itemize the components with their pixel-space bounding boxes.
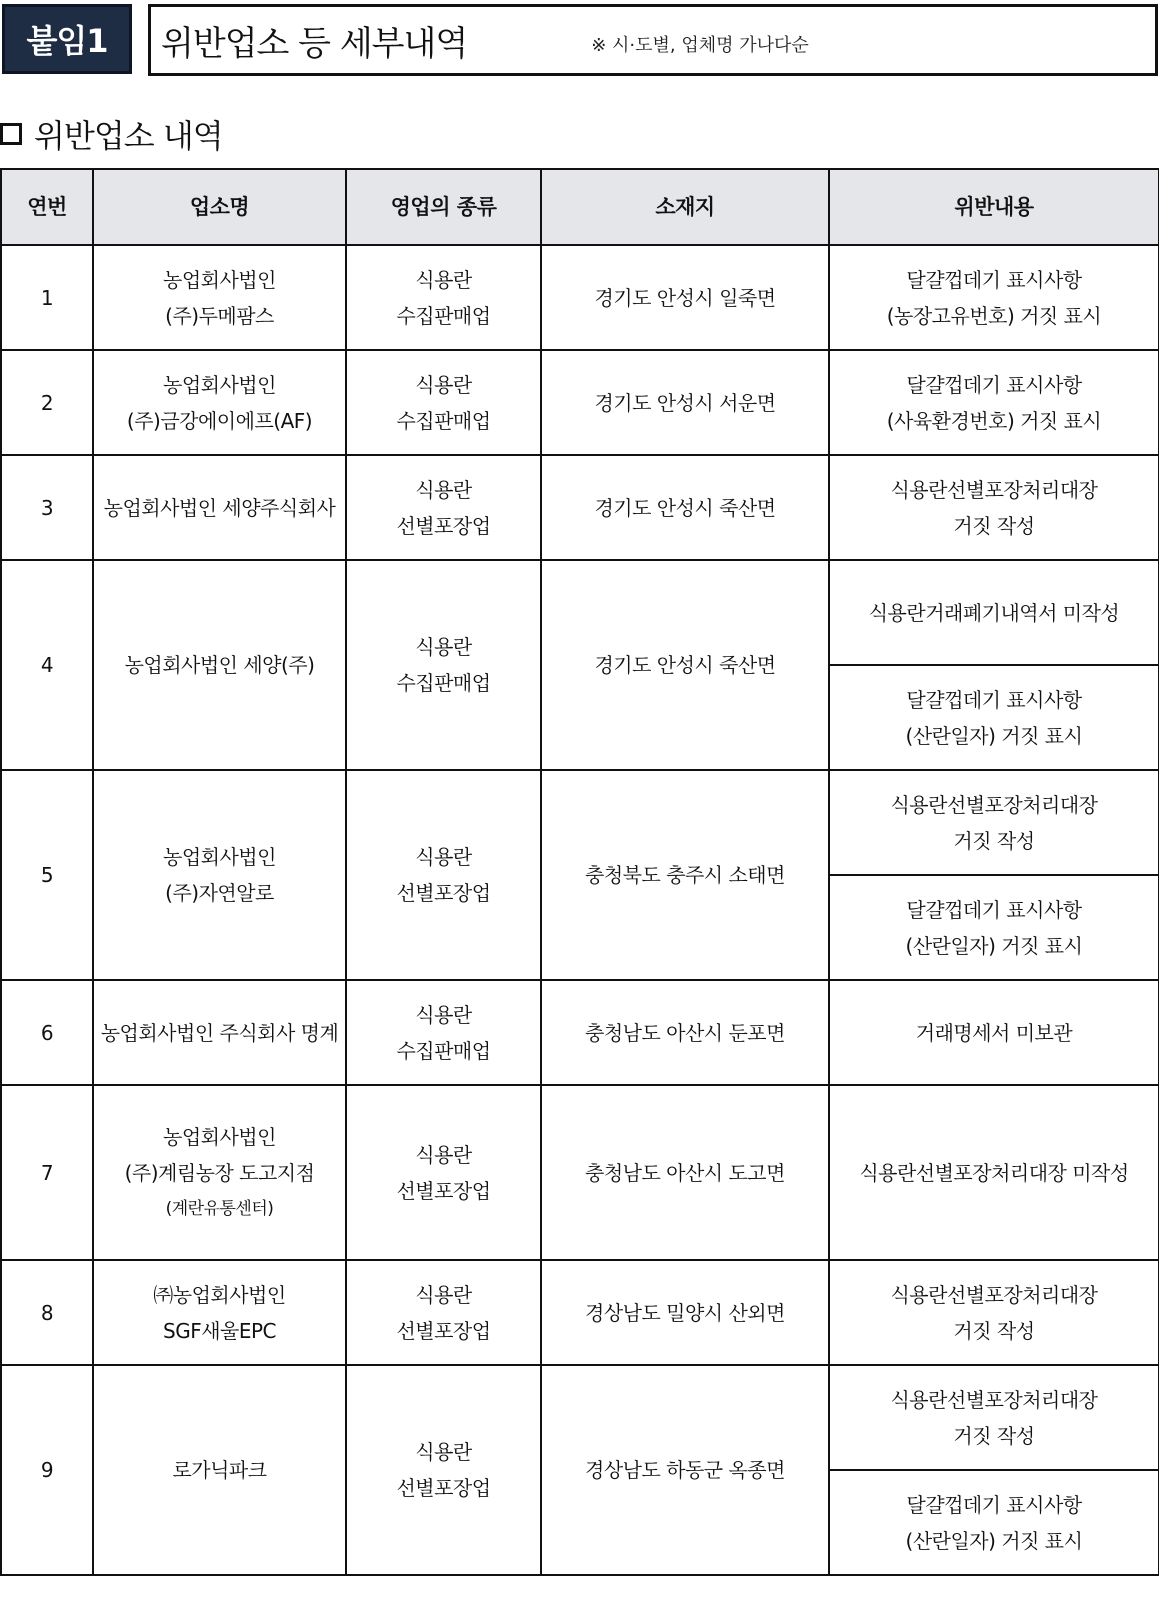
column-header-type: 영업의 종류 bbox=[346, 169, 541, 245]
violation-content bbox=[829, 560, 1159, 665]
violation-line: 거짓 작성 bbox=[953, 513, 1035, 538]
violation-line: (산란일자) 거짓 표시 bbox=[905, 933, 1083, 958]
violation-content bbox=[829, 1470, 1159, 1575]
row-number: 1 bbox=[1, 245, 93, 350]
row-number: 3 bbox=[1, 455, 93, 560]
business-name-line: (계란유통센터) bbox=[165, 1198, 274, 1219]
table-row bbox=[1, 245, 1159, 350]
violations-table bbox=[0, 168, 1159, 1576]
table-row bbox=[1, 1260, 1159, 1365]
business-type-line: 선별포장업 bbox=[396, 1476, 491, 1500]
business-type bbox=[346, 455, 541, 560]
business-type-line: 식용란 bbox=[415, 1002, 472, 1027]
section-title: 위반업소 내역 bbox=[34, 117, 223, 155]
violation-content bbox=[829, 770, 1159, 875]
violation-line: 달걀껍데기 표시사항 bbox=[906, 687, 1082, 712]
violation-line: 거래명세서 미보관 bbox=[915, 1020, 1073, 1045]
title-box bbox=[148, 4, 1158, 76]
row-number: 7 bbox=[1, 1085, 93, 1260]
business-name bbox=[93, 980, 346, 1085]
violation-line: 식용란거래폐기내역서 미작성 bbox=[868, 600, 1120, 625]
violation-line: 달걀껍데기 표시사항 bbox=[906, 897, 1082, 922]
business-name-line: 농업회사법인 주식회사 명계 bbox=[100, 1020, 339, 1045]
business-name-line: (주)계림농장 도고지점 bbox=[124, 1160, 315, 1185]
business-name bbox=[93, 1365, 346, 1575]
business-name-line: 농업회사법인 세양(주) bbox=[124, 653, 315, 677]
business-type-line: 선별포장업 bbox=[396, 1318, 491, 1343]
business-name-line: 로가닉파크 bbox=[172, 1458, 267, 1482]
table-row bbox=[1, 560, 1159, 665]
row-number: 6 bbox=[1, 980, 93, 1085]
attachment-badge: 붙임1 bbox=[2, 4, 132, 74]
violation-line: (산란일자) 거짓 표시 bbox=[905, 723, 1083, 748]
business-type-line: 식용란 bbox=[415, 1282, 472, 1307]
business-name bbox=[93, 245, 346, 350]
violation-content bbox=[829, 665, 1159, 770]
business-type-line: 식용란 bbox=[415, 267, 472, 292]
business-type bbox=[346, 560, 541, 770]
business-name-line: (주)자연알로 bbox=[165, 881, 274, 905]
violation-line: 달걀껍데기 표시사항 bbox=[906, 1492, 1082, 1517]
business-location: 경기도 안성시 죽산면 bbox=[541, 560, 829, 770]
business-type-line: 식용란 bbox=[415, 1142, 472, 1167]
violation-content bbox=[829, 350, 1159, 455]
business-name bbox=[93, 560, 346, 770]
business-location: 충청남도 아산시 둔포면 bbox=[541, 980, 829, 1085]
business-name-line: 농업회사법인 bbox=[163, 845, 276, 869]
business-type bbox=[346, 245, 541, 350]
business-name-line: (주)금강에이에프(AF) bbox=[126, 408, 313, 433]
table-header-row bbox=[1, 169, 1159, 245]
business-type bbox=[346, 770, 541, 980]
column-header-location: 소재지 bbox=[541, 169, 829, 245]
business-location: 경상남도 하동군 옥종면 bbox=[541, 1365, 829, 1575]
business-name bbox=[93, 1260, 346, 1365]
violation-line: (농장고유번호) 거짓 표시 bbox=[886, 303, 1102, 328]
business-type bbox=[346, 350, 541, 455]
column-header-violation: 위반내용 bbox=[829, 169, 1159, 245]
business-location: 경상남도 밀양시 산외면 bbox=[541, 1260, 829, 1365]
violation-content bbox=[829, 245, 1159, 350]
violation-line: 거짓 작성 bbox=[953, 828, 1035, 853]
business-type-line: 수집판매업 bbox=[396, 671, 491, 695]
violation-content bbox=[829, 980, 1159, 1085]
business-name-line: 농업회사법인 세양주식회사 bbox=[103, 495, 336, 520]
business-type-line: 선별포장업 bbox=[396, 1178, 491, 1203]
violation-content bbox=[829, 1085, 1159, 1260]
violation-content bbox=[829, 875, 1159, 980]
violation-line: 식용란선별포장처리대장 bbox=[890, 792, 1098, 817]
business-name bbox=[93, 1085, 346, 1260]
business-type-line: 식용란 bbox=[415, 845, 472, 869]
section-heading bbox=[0, 112, 223, 156]
violation-line: 달걀껍데기 표시사항 bbox=[906, 372, 1082, 397]
business-type-line: 식용란 bbox=[415, 635, 472, 659]
business-type bbox=[346, 1365, 541, 1575]
violation-line: 거짓 작성 bbox=[953, 1318, 1035, 1343]
violation-line: 식용란선별포장처리대장 미작성 bbox=[859, 1160, 1129, 1185]
business-name-line: SGF새울EPC bbox=[163, 1318, 276, 1343]
table-row bbox=[1, 1085, 1159, 1260]
violation-line: 식용란선별포장처리대장 bbox=[890, 1387, 1098, 1412]
business-type-line: 식용란 bbox=[415, 477, 472, 502]
violation-content bbox=[829, 455, 1159, 560]
business-type-line: 수집판매업 bbox=[396, 408, 491, 433]
table-body bbox=[1, 245, 1159, 1575]
business-type-line: 식용란 bbox=[415, 372, 472, 397]
violation-content bbox=[829, 1260, 1159, 1365]
violation-line: (사육환경번호) 거짓 표시 bbox=[886, 408, 1102, 433]
business-type-line: 선별포장업 bbox=[396, 881, 491, 905]
column-header-no: 연번 bbox=[1, 169, 93, 245]
row-number: 4 bbox=[1, 560, 93, 770]
business-location: 경기도 안성시 일죽면 bbox=[541, 245, 829, 350]
business-name bbox=[93, 350, 346, 455]
business-type-line: 선별포장업 bbox=[396, 513, 491, 538]
row-number: 2 bbox=[1, 350, 93, 455]
business-location: 경기도 안성시 죽산면 bbox=[541, 455, 829, 560]
business-type-line: 식용란 bbox=[415, 1440, 472, 1464]
business-name-line: ㈜농업회사법인 bbox=[153, 1282, 286, 1307]
business-type bbox=[346, 1085, 541, 1260]
column-header-name: 업소명 bbox=[93, 169, 346, 245]
table-row bbox=[1, 455, 1159, 560]
violation-line: (산란일자) 거짓 표시 bbox=[905, 1528, 1083, 1553]
violation-line: 거짓 작성 bbox=[953, 1423, 1035, 1448]
row-number: 8 bbox=[1, 1260, 93, 1365]
violation-line: 식용란선별포장처리대장 bbox=[890, 477, 1098, 502]
business-name-line: 농업회사법인 bbox=[163, 267, 276, 292]
business-name bbox=[93, 770, 346, 980]
table-row bbox=[1, 770, 1159, 875]
square-bullet-icon bbox=[0, 123, 22, 145]
business-location: 경기도 안성시 서운면 bbox=[541, 350, 829, 455]
violation-line: 달걀껍데기 표시사항 bbox=[906, 267, 1082, 292]
table-row bbox=[1, 1365, 1159, 1470]
business-type bbox=[346, 980, 541, 1085]
page-title: 위반업소 등 세부내역 bbox=[161, 23, 468, 64]
business-name bbox=[93, 455, 346, 560]
business-name-line: 농업회사법인 bbox=[163, 1124, 276, 1149]
business-location: 충청남도 아산시 도고면 bbox=[541, 1085, 829, 1260]
violation-line: 식용란선별포장처리대장 bbox=[890, 1282, 1098, 1307]
business-type-line: 수집판매업 bbox=[396, 1038, 491, 1063]
row-number: 9 bbox=[1, 1365, 93, 1575]
sort-note: ※ 시·도별, 업체명 가나다순 bbox=[591, 35, 809, 56]
business-name-line: 농업회사법인 bbox=[163, 372, 276, 397]
row-number: 5 bbox=[1, 770, 93, 980]
business-type-line: 수집판매업 bbox=[396, 303, 491, 328]
violation-content bbox=[829, 1365, 1159, 1470]
table-row bbox=[1, 980, 1159, 1085]
business-type bbox=[346, 1260, 541, 1365]
table-row bbox=[1, 350, 1159, 455]
business-location: 충청북도 충주시 소태면 bbox=[541, 770, 829, 980]
business-name-line: (주)두메팜스 bbox=[165, 303, 274, 328]
